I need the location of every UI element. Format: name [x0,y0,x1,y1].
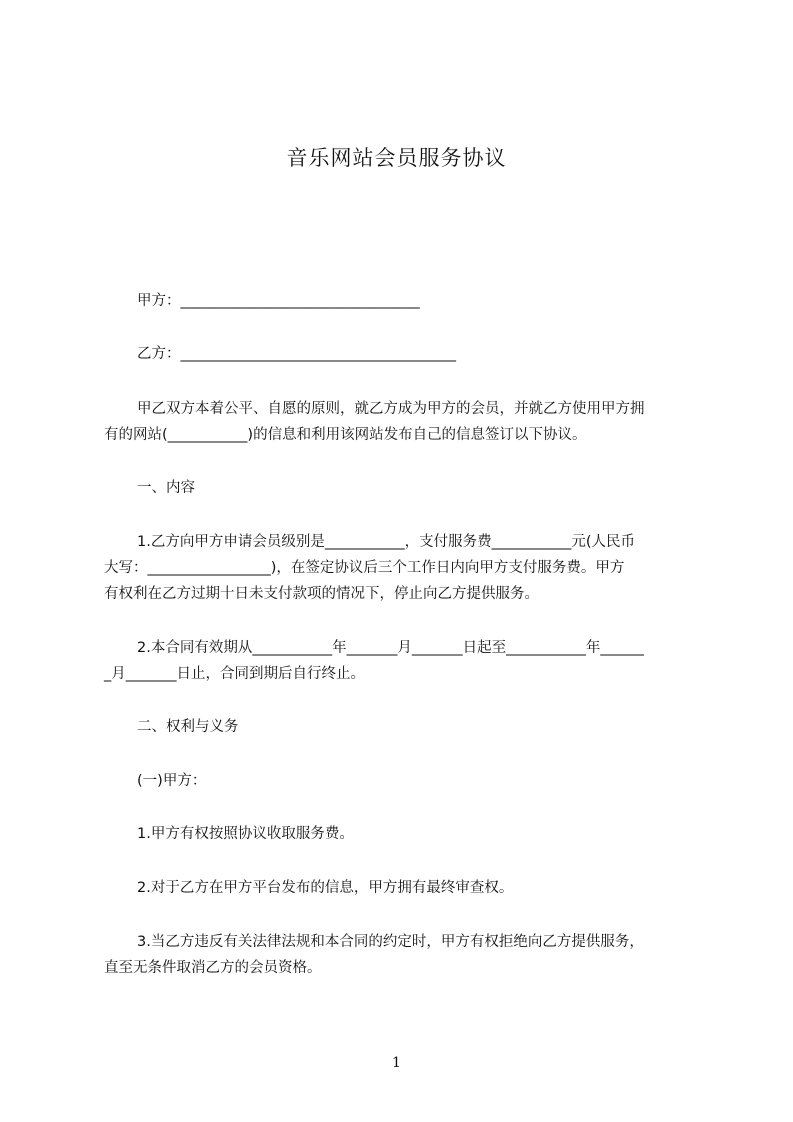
party-a-right-2: 2.对于乙方在甲方平台发布的信息，甲方拥有最终审查权。 [137,880,514,896]
party-a-right-1: 1.甲方有权按照协议收取服务费。 [137,826,354,842]
section-heading-rights: 二、权利与义务 [137,719,239,735]
page-number: 1 [392,1055,401,1071]
document-title: 音乐网站会员服务协议 [286,146,507,170]
clause-1-line-2: 大写：_________________)，在签定协议后三个工作日内向甲方支付服务费。甲方 [104,560,625,576]
subsection-party-a: (一)甲方： [137,773,207,789]
clause-1-line-1: 1.乙方向甲方申请会员级别是___________，支付服务费___________元(人民币 [137,534,635,550]
clause-2-line-1: 2.本合同有效期从___________年_______月_______日起至___________年______ [137,640,644,656]
party-b-line: 乙方：______________________________________ [137,346,456,362]
party-a-right-3-line-2: 直至无条件取消乙方的会员资格。 [104,960,322,976]
clause-1-line-3: 有权利在乙方过期十日未支付款项的情况下，停止向乙方提供服务。 [104,586,539,602]
clause-2-line-2: _月_______日止，合同到期后自行终止。 [104,666,365,682]
section-heading-content: 一、内容 [137,480,195,496]
party-a-line: 甲方：_________________________________ [137,293,420,309]
party-a-right-3-line-1: 3.当乙方违反有关法律法规和本合同的约定时，甲方有权拒绝向乙方提供服务， [137,934,644,950]
intro-line-1: 甲乙双方本着公平、自愿的原则，就乙方成为甲方的会员，并就乙方使用甲方拥 [137,401,645,417]
intro-line-2: 有的网站(___________)的信息和利用该网站发布自己的信息签订以下协议。 [104,427,587,443]
